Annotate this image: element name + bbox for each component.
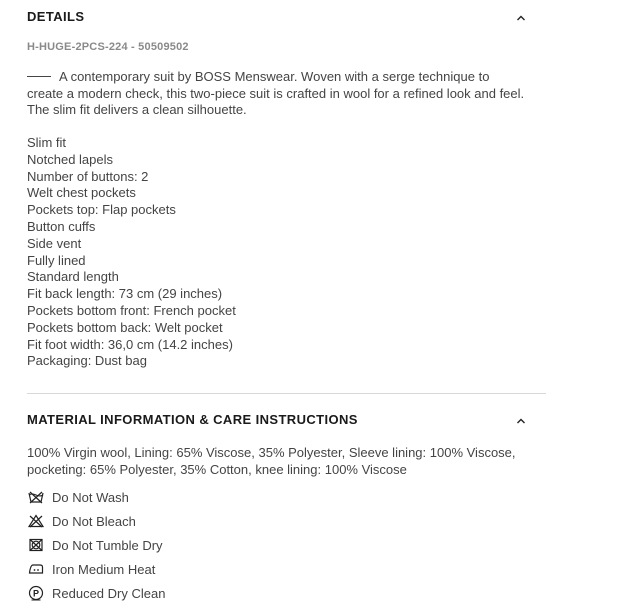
care-label: Do Not Wash xyxy=(52,489,129,505)
list-item: Standard length xyxy=(27,269,119,285)
section-divider xyxy=(27,393,546,394)
care-label: Reduced Dry Clean xyxy=(52,585,166,601)
product-description xyxy=(27,69,527,119)
product-sku: H-HUGE-2PCS-224 - 50509502 xyxy=(27,41,189,53)
do-not-wash-icon xyxy=(27,490,44,505)
svg-text:P: P xyxy=(32,588,39,599)
chevron-up-icon[interactable] xyxy=(515,11,527,23)
list-item: Pockets bottom front: French pocket xyxy=(27,302,236,318)
do-not-bleach-icon xyxy=(27,514,44,529)
care-label: Iron Medium Heat xyxy=(52,561,156,577)
care-item xyxy=(27,509,165,533)
list-item: Slim fit xyxy=(27,135,66,150)
material-accordion-header[interactable] xyxy=(27,412,527,427)
do-not-tumble-dry-icon xyxy=(27,538,44,553)
feature-list xyxy=(27,135,236,370)
chevron-up-icon[interactable] xyxy=(515,414,527,426)
care-item xyxy=(27,581,165,605)
details-title: DETAILS xyxy=(27,9,85,24)
care-label: Do Not Tumble Dry xyxy=(52,537,163,553)
list-item: Welt chest pockets xyxy=(27,185,136,201)
care-item xyxy=(27,533,165,557)
iron-medium-heat-icon xyxy=(27,562,44,577)
list-item: Button cuffs xyxy=(27,218,96,234)
care-item xyxy=(27,557,165,581)
list-item: Pockets bottom back: Welt pocket xyxy=(27,319,223,335)
details-accordion-header[interactable] xyxy=(27,9,527,24)
dash-decoration xyxy=(27,76,51,77)
material-title: MATERIAL INFORMATION & CARE INSTRUCTIONS xyxy=(27,412,358,427)
list-item: Notched lapels xyxy=(27,151,113,167)
list-item: Packaging: Dust bag xyxy=(27,353,147,369)
care-item xyxy=(27,485,165,509)
list-item: Side vent xyxy=(27,235,82,251)
list-item: Fit foot width: 36,0 cm (14.2 inches) xyxy=(27,336,233,352)
list-item: Number of buttons: 2 xyxy=(27,168,149,184)
care-label: Do Not Bleach xyxy=(52,513,136,529)
reduced-dry-clean-icon xyxy=(27,586,44,601)
list-item: Fit back length: 73 cm (29 inches) xyxy=(27,286,223,302)
care-instructions-list xyxy=(27,485,165,605)
list-item: Fully lined xyxy=(27,252,86,268)
list-item: Pockets top: Flap pockets xyxy=(27,202,176,218)
description-text: A contemporary suit by BOSS Menswear. Woven with a serge technique to create a modern check, this two-piece suit is crafted in wool for a refined look and feel. The slim fit delivers a clean silhouette. xyxy=(27,69,525,117)
material-composition: 100% Virgin wool, Lining: 65% Viscose, 35% Polyester, Sleeve lining: 100% Viscose, pocketing: 65% Polyester, 35% Cotton, knee lining: 100% Viscose xyxy=(27,445,516,477)
